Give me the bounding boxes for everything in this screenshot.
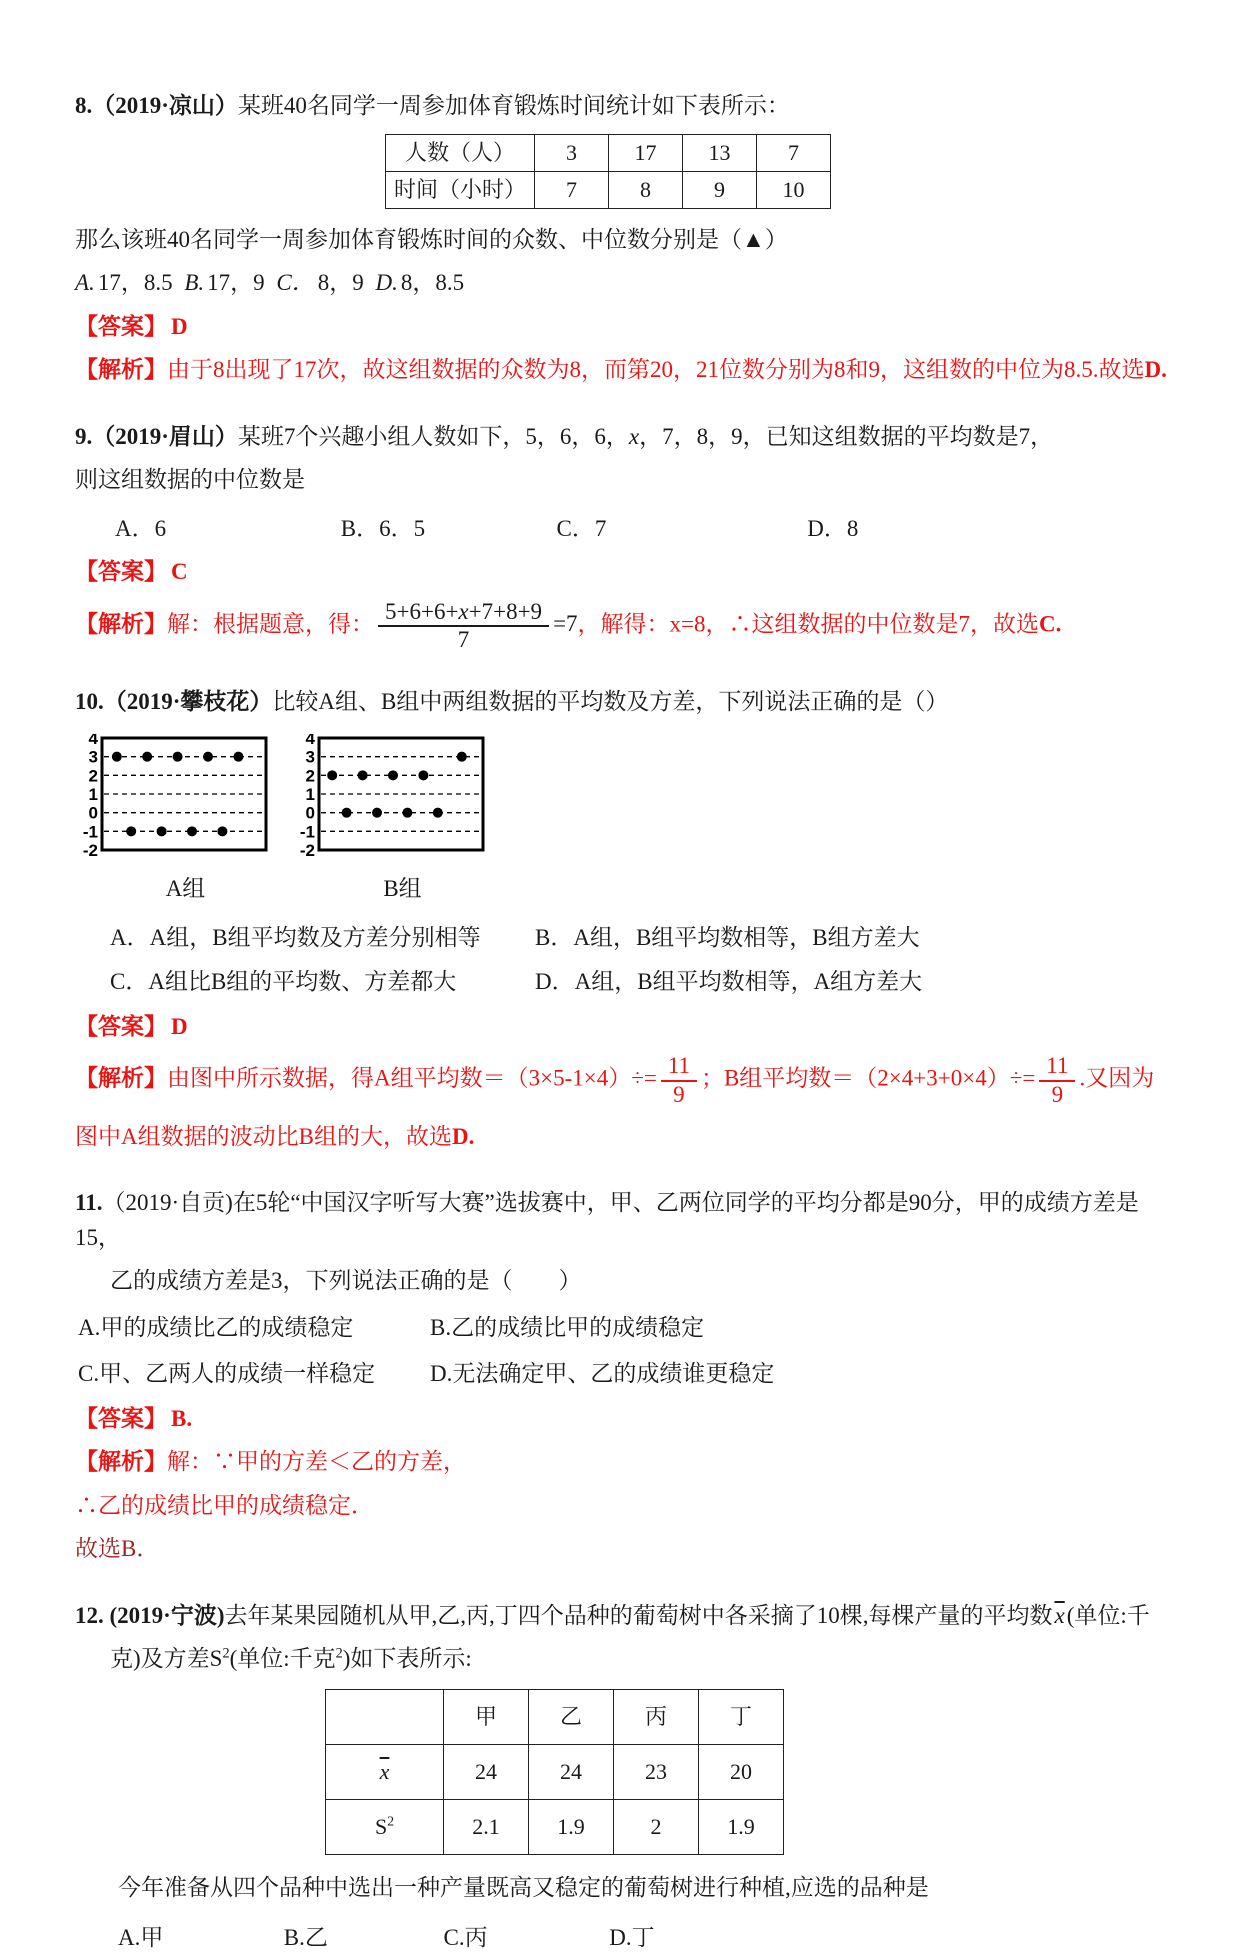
option-letter: C． (110, 969, 149, 994)
table-row (326, 1744, 784, 1799)
option-c (557, 512, 802, 547)
option-letter: C． (556, 515, 595, 541)
analysis-label: 【解析】 (75, 1065, 167, 1091)
option-letter: A. (75, 270, 95, 295)
option-text: 17，9 (207, 270, 265, 295)
svg-text:1: 1 (305, 784, 315, 804)
worksheet-page (75, 89, 1175, 1956)
option-text: 甲的成绩比乙的成绩稳定 (100, 1314, 354, 1340)
analysis-text: ；B组平均数＝（2×4+3+0×4）÷= (700, 1065, 1036, 1091)
option-text: 8，8.5 (400, 270, 465, 295)
q9-title (75, 420, 1175, 455)
table-cell: 23 (614, 1744, 699, 1799)
table-cell: 2.1 (444, 1799, 529, 1854)
option-d (807, 516, 858, 541)
option-a (75, 270, 173, 295)
table-cell: 24 (444, 1744, 529, 1799)
numerator-part: +7+8+9 (468, 598, 543, 624)
analysis-label: 【解析】 (75, 357, 167, 382)
option-b (284, 1921, 438, 1956)
question-8 (75, 89, 1175, 388)
q9-heading: 9.（2019·眉山） (75, 423, 238, 449)
option-b (430, 1311, 1175, 1346)
q12-number: 12. (75, 1602, 104, 1628)
dot-plots (75, 734, 1175, 907)
q12-question: 今年准备从四个品种中选出一种产量既高又稳定的葡萄树进行种植,应选的品种是 (118, 1874, 929, 1900)
table-row (326, 1799, 784, 1854)
x-bar-symbol: $\overline{x}$ (379, 1759, 390, 1784)
option-d (430, 1357, 1175, 1392)
chart-label: A组 (165, 876, 206, 901)
option-text: A组，B组平均数及方差分别相等 (149, 924, 481, 950)
table-cell: 8 (609, 171, 683, 208)
q11-title-line2: 乙的成绩方差是3，下列说法正确的是（ ） (110, 1268, 582, 1293)
answer-value: D (171, 313, 188, 339)
option-letter: A. (78, 1314, 101, 1340)
q11-source: （2019·自贡) (102, 1190, 233, 1215)
q11-answer-line (75, 1402, 1175, 1437)
option-c (276, 270, 363, 295)
q8-title-text: 某班40名同学一周参加体育锻炼时间统计如下表所示： (237, 93, 790, 118)
table-header-cell (326, 1689, 444, 1744)
q10-options (75, 921, 1175, 1000)
q8-options (75, 266, 1175, 301)
analysis-label: 【解析】 (75, 1449, 167, 1474)
option-letter: D. (375, 270, 398, 295)
option-b (184, 270, 264, 295)
option-letter: D. (430, 1361, 453, 1386)
table-cell: 17 (609, 134, 683, 171)
table-row (386, 134, 831, 171)
analysis-text: 由于8出现了17次，故这组数据的众数为8，而第20，21位数分别为8和9，这组数的中位为8.5.故选 (167, 357, 1145, 382)
option-text: 丁 (631, 1925, 655, 1950)
analysis-text: .又因为 (1079, 1065, 1155, 1091)
q12-title (75, 1599, 1175, 1634)
table-header-row (326, 1689, 784, 1744)
analysis-text: ，解得：x=8，∴这组数据的中位数是7，故选 (577, 611, 1040, 637)
q12-options (75, 1921, 1175, 1956)
option-text: 6．5 (379, 515, 426, 541)
table-header-cell: 丙 (614, 1689, 699, 1744)
answer-label: 【答案】 (75, 1405, 167, 1431)
option-text: 甲、乙两人的成绩一样稳定 (99, 1361, 376, 1386)
option-text: 丙 (464, 1925, 488, 1950)
svg-text:3: 3 (88, 747, 98, 767)
option-text: 6 (154, 515, 167, 541)
table-cell: 7 (535, 171, 609, 208)
option-letter: A． (110, 924, 150, 950)
answer-value: C (171, 559, 188, 584)
svg-text:2: 2 (88, 765, 98, 785)
q9-title-text-a: 某班7个兴趣小组人数如下，5，6，6， (237, 423, 629, 449)
s-squared-symbol (375, 1814, 394, 1839)
svg-text:-2: -2 (82, 840, 98, 860)
option-d (375, 270, 464, 295)
fraction-numerator: 11 (1039, 1053, 1075, 1082)
table-cell: 9 (683, 171, 757, 208)
option-letter: A． (115, 515, 155, 541)
answer-label: 【答案】 (75, 1013, 167, 1039)
fraction-denominator: 9 (673, 1081, 685, 1107)
question-12 (75, 1599, 1175, 1956)
option-a (78, 1311, 430, 1346)
svg-text:-2: -2 (299, 840, 315, 860)
chart-label: B组 (383, 876, 422, 901)
option-letter: D． (807, 515, 847, 541)
table-cell: 1.9 (529, 1799, 614, 1854)
q11-analysis-line3: 故选B． (75, 1536, 160, 1561)
fraction (661, 1053, 697, 1108)
answer-label: 【答案】 (75, 559, 167, 584)
analysis-choice: D. (451, 1123, 475, 1149)
equation (374, 598, 578, 653)
option-letter: B. (184, 270, 205, 295)
svg-text:0: 0 (88, 803, 98, 823)
q12-table (325, 1689, 784, 1855)
x-bar-symbol: $\overline{x}$ (1054, 1602, 1065, 1628)
q10-title (75, 685, 1175, 720)
variable-x: x (458, 598, 469, 624)
table-cell: 20 (699, 1744, 784, 1799)
table-row-label (326, 1799, 444, 1854)
option-b (341, 512, 551, 547)
option-letter: C. (443, 1925, 465, 1950)
answer-label: 【答案】 (75, 313, 167, 339)
q8-table (385, 134, 831, 209)
dot-plot-b-canvas (292, 734, 487, 871)
analysis-label: 【解析】 (75, 611, 167, 637)
q9-answer-line (75, 555, 1175, 590)
option-text: 甲 (140, 1925, 164, 1950)
q8-question: 那么该班40名同学一周参加体育锻炼时间的众数、中位数分别是（▲） (75, 226, 788, 252)
table-row-label: 时间（小时） (386, 171, 535, 208)
q10-answer-line (75, 1010, 1175, 1045)
table-row-label: 人数（人） (386, 134, 535, 171)
q11-analysis-line2: ∴乙的成绩比甲的成绩稳定． (75, 1492, 374, 1518)
variable-x: x (628, 423, 640, 449)
q11-analysis-line1 (75, 1445, 1175, 1480)
fraction (378, 599, 549, 654)
q12-title-text-c: 克)及方差S (110, 1646, 223, 1671)
table-cell: 10 (757, 171, 831, 208)
q11-title-text: 在5轮“中国汉字听写大赛”选拔赛中，甲、乙两位同学的平均分都是90分，甲的成绩方差是15， (75, 1190, 1139, 1250)
fraction-denominator: 7 (457, 627, 470, 653)
q12-source: (2019·宁波) (109, 1602, 225, 1628)
table-cell: 13 (683, 134, 757, 171)
svg-text:2: 2 (305, 765, 315, 785)
analysis-choice: D. (1144, 357, 1167, 382)
option-c (110, 965, 535, 1000)
question-10 (75, 685, 1175, 1154)
svg-text:4: 4 (305, 733, 315, 748)
analysis-choice: C. (1039, 611, 1062, 637)
option-letter: C. (78, 1361, 100, 1386)
q10-title-text: 比较A组、B组中两组数据的平均数及方差，下列说法正确的是（） (272, 689, 949, 714)
svg-text:4: 4 (88, 733, 98, 748)
svg-text:1: 1 (88, 784, 98, 804)
fraction-denominator: 9 (1051, 1081, 1064, 1107)
option-text: A组比B组的平均数、方差都大 (148, 969, 457, 994)
table-row (386, 171, 831, 208)
table-cell: 1.9 (699, 1799, 784, 1854)
analysis-text: 由图中所示数据，得A组平均数＝（3×5-1×4）÷= (167, 1065, 657, 1091)
option-text: 8，9 (317, 270, 364, 295)
option-letter: C． (276, 270, 315, 295)
q10-heading: 10.（2019·攀枝花） (75, 689, 273, 714)
option-letter: D． (535, 969, 575, 994)
q10-analysis-line2 (75, 1120, 1175, 1155)
equals-seven: =7 (553, 611, 578, 637)
superscript-2: 2 (335, 1645, 343, 1662)
svg-text:0: 0 (305, 803, 315, 823)
superscript-2: 2 (387, 1813, 395, 1829)
table-cell: 24 (529, 1744, 614, 1799)
table-header-cell: 乙 (529, 1689, 614, 1744)
dot-plot-group-a (75, 734, 270, 907)
option-text: 乙的成绩比甲的成绩稳定 (451, 1314, 705, 1340)
answer-value: D (171, 1013, 188, 1039)
svg-text:-1: -1 (82, 821, 98, 841)
analysis-text: 图中A组数据的波动比B组的大，故选 (75, 1123, 452, 1149)
option-d (609, 1925, 654, 1950)
option-a (110, 921, 535, 956)
q9-analysis-line (75, 599, 1175, 654)
option-text: 乙 (304, 1925, 328, 1950)
q11-options (75, 1311, 1175, 1392)
q12-title-line2 (75, 1642, 1175, 1677)
fraction (1039, 1053, 1075, 1108)
option-a (115, 512, 335, 547)
table-header-cell: 丁 (699, 1689, 784, 1744)
q10-analysis-line (75, 1053, 1175, 1108)
q8-analysis-line (75, 353, 1175, 388)
q8-answer-line (75, 310, 1175, 345)
q8-title (75, 89, 1175, 124)
superscript-2: 2 (222, 1645, 230, 1662)
option-letter: B. (430, 1314, 452, 1340)
option-letter: D. (609, 1925, 632, 1950)
s-symbol: S (374, 1814, 388, 1839)
q12-title-text-b: (单位:千 (1066, 1602, 1150, 1628)
option-text: A组，B组平均数相等，B组方差大 (573, 924, 920, 950)
option-text: A组，B组平均数相等，A组方差大 (574, 969, 923, 994)
option-text: 无法确定甲、乙的成绩谁更稳定 (452, 1361, 775, 1386)
q11-number: 11. (75, 1190, 103, 1215)
option-letter: B. (283, 1925, 305, 1950)
q8-heading: 8.（2019·凉山） (75, 93, 238, 118)
table-cell: 2 (614, 1799, 699, 1854)
option-letter: B． (340, 515, 380, 541)
option-a (118, 1921, 278, 1956)
option-text: 7 (594, 515, 607, 541)
option-d (535, 965, 1175, 1000)
numerator-part: 5+6+6+ (385, 598, 459, 624)
analysis-text: 解：∵甲的方差＜乙的方差， (167, 1449, 466, 1474)
q9-options (75, 512, 1175, 547)
table-row-label (326, 1744, 444, 1799)
option-c (78, 1357, 430, 1392)
option-text: 8 (846, 515, 859, 541)
option-text: 17，8.5 (97, 270, 173, 295)
answer-value: B. (171, 1405, 193, 1431)
analysis-text: 解：根据题意，得： (167, 611, 374, 637)
table-cell: 7 (757, 134, 831, 171)
svg-text:3: 3 (305, 747, 315, 767)
fraction-numerator (378, 599, 549, 628)
question-9 (75, 420, 1175, 654)
option-b (535, 921, 1175, 956)
q9-title-text-b: ，7，8，9，已知这组数据的平均数是7， (639, 423, 1054, 449)
fraction-numerator: 11 (661, 1053, 697, 1082)
dot-plot-group-b (292, 734, 487, 907)
q12-title-text-a: 去年某果园随机从甲,乙,丙,丁四个品种的葡萄树中各采摘了10棵,每棵产量的平均数 (224, 1602, 1053, 1628)
q9-title-line2: 则这组数据的中位数是 (75, 467, 305, 492)
table-cell: 3 (535, 134, 609, 171)
table-header-cell: 甲 (444, 1689, 529, 1744)
q12-title-text-e: )如下表所示: (342, 1646, 472, 1671)
option-letter: B． (535, 924, 574, 950)
svg-text:-1: -1 (299, 821, 315, 841)
option-letter: A. (118, 1925, 141, 1950)
option-c (444, 1921, 604, 1956)
q11-title (75, 1186, 1175, 1255)
dot-plot-a-canvas (75, 734, 270, 871)
q12-title-text-d: (单位:千克 (229, 1646, 336, 1671)
question-11 (75, 1186, 1175, 1567)
